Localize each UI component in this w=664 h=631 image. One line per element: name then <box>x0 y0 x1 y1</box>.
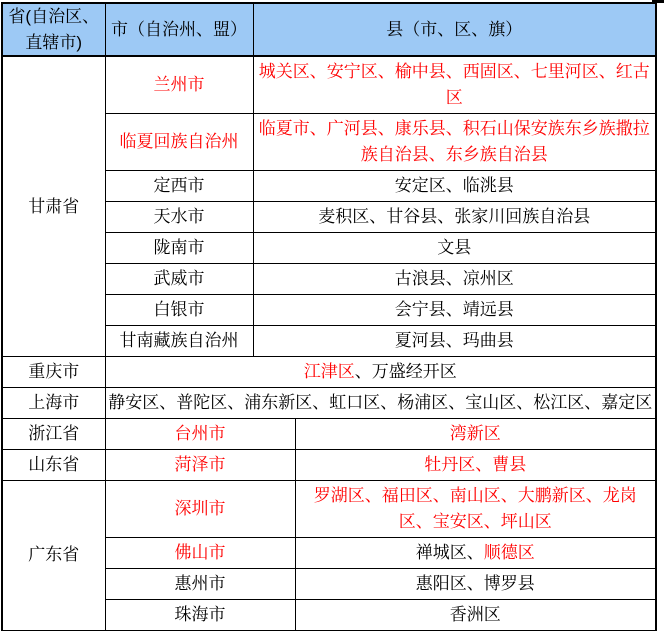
province-city-county-table <box>1 2 657 631</box>
province-cell-zhejiang[interactable]: 浙江省 <box>2 418 105 449</box>
county-part: 、万盛经开区 <box>354 361 457 381</box>
county-part: 顺德区 <box>483 542 535 562</box>
county-part: 禅城区、 <box>415 542 484 562</box>
city-cell[interactable]: 定西市 <box>105 170 253 201</box>
city-cell[interactable]: 深圳市 <box>105 480 295 537</box>
province-cell-shanghai[interactable]: 上海市 <box>2 387 105 418</box>
city-cell[interactable]: 惠州市 <box>105 568 295 599</box>
county-cell[interactable]: 夏河县、玛曲县 <box>253 325 656 356</box>
city-cell[interactable]: 兰州市 <box>105 56 253 113</box>
province-cell-gansu[interactable]: 甘肃省 <box>2 56 105 356</box>
county-cell[interactable]: 湾新区 <box>295 418 656 449</box>
county-cell[interactable]: 古浪县、凉州区 <box>253 263 656 294</box>
header-cell-city[interactable]: 市（自治州、盟） <box>105 3 253 56</box>
county-cell[interactable] <box>295 537 656 568</box>
city-cell[interactable]: 菏泽市 <box>105 449 295 480</box>
city-cell[interactable]: 天水市 <box>105 201 253 232</box>
table-row <box>2 449 656 480</box>
province-cell-chongqing[interactable]: 重庆市 <box>2 356 105 387</box>
county-cell[interactable]: 香洲区 <box>295 599 656 630</box>
city-cell[interactable]: 台州市 <box>105 418 295 449</box>
county-cell[interactable]: 牡丹区、曹县 <box>295 449 656 480</box>
header-cell-province[interactable]: 省(自治区、直辖市) <box>2 3 105 56</box>
city-cell[interactable]: 陇南市 <box>105 232 253 263</box>
county-cell[interactable] <box>105 356 656 387</box>
city-cell[interactable]: 临夏回族自治州 <box>105 113 253 170</box>
county-cell[interactable]: 城关区、安宁区、榆中县、西固区、七里河区、红古区 <box>253 56 656 113</box>
county-part: 江津区 <box>303 361 355 381</box>
province-cell-shandong[interactable]: 山东省 <box>2 449 105 480</box>
city-cell[interactable]: 白银市 <box>105 294 253 325</box>
county-cell[interactable]: 会宁县、靖远县 <box>253 294 656 325</box>
county-cell[interactable]: 惠阳区、博罗县 <box>295 568 656 599</box>
city-cell[interactable]: 甘南藏族自治州 <box>105 325 253 356</box>
header-cell-county[interactable]: 县（市、区、旗） <box>253 3 656 56</box>
table-row <box>2 418 656 449</box>
county-cell[interactable]: 麦积区、甘谷县、张家川回族自治县 <box>253 201 656 232</box>
table-row <box>2 56 656 113</box>
county-cell[interactable]: 静安区、普陀区、浦东新区、虹口区、杨浦区、宝山区、松江区、嘉定区 <box>105 387 656 418</box>
county-cell[interactable]: 临夏市、广河县、康乐县、积石山保安族东乡族撒拉族自治县、东乡族自治县 <box>253 113 656 170</box>
city-cell[interactable]: 武威市 <box>105 263 253 294</box>
province-cell-guangdong[interactable]: 广东省 <box>2 480 105 630</box>
table-row <box>2 480 656 537</box>
county-cell[interactable]: 文县 <box>253 232 656 263</box>
county-cell[interactable]: 罗湖区、福田区、南山区、大鹏新区、龙岗区、宝安区、坪山区 <box>295 480 656 537</box>
table-row <box>2 356 656 387</box>
city-cell[interactable]: 佛山市 <box>105 537 295 568</box>
table-row <box>2 387 656 418</box>
table-header-row <box>2 3 656 56</box>
city-cell[interactable]: 珠海市 <box>105 599 295 630</box>
county-cell[interactable]: 安定区、临洮县 <box>253 170 656 201</box>
